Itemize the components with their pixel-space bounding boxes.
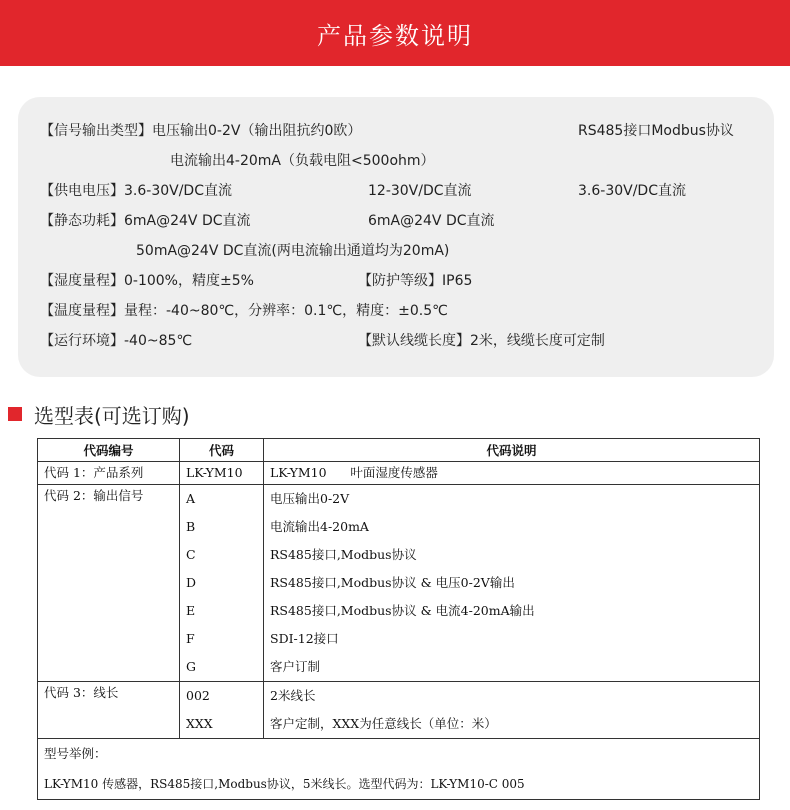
param-static-power: 【静态功耗】6mA@24V DC直流 bbox=[40, 213, 251, 229]
param-supply-voltage-2: 12-30V/DC直流 bbox=[368, 183, 472, 199]
param-supply-voltage: 【供电电压】3.6-30V/DC直流 bbox=[40, 183, 232, 199]
list-item: B bbox=[186, 519, 196, 534]
table-row bbox=[38, 682, 760, 739]
list-item: 电压输出0-2V bbox=[270, 491, 350, 506]
row2-descs bbox=[264, 485, 760, 682]
param-protection-level: 【防护等级】IP65 bbox=[358, 273, 473, 289]
table-row bbox=[38, 485, 760, 682]
row2-codes bbox=[180, 485, 264, 682]
row1-desc-text: 叶面湿度传感器 bbox=[350, 465, 438, 480]
list-item: A bbox=[186, 491, 196, 506]
param-humidity-range: 【湿度量程】0-100%，精度±5% bbox=[40, 273, 254, 289]
list-item: E bbox=[186, 603, 196, 618]
list-item: RS485接口,Modbus协议 bbox=[270, 547, 417, 562]
list-item: G bbox=[186, 659, 196, 674]
list-item: 电流输出4-20mA bbox=[270, 519, 369, 534]
header-code: 代码 bbox=[180, 439, 264, 462]
row2-name bbox=[38, 485, 180, 682]
header-banner bbox=[0, 0, 790, 66]
param-signal-rs485: RS485接口Modbus协议 bbox=[578, 123, 734, 139]
header-code-desc: 代码说明 bbox=[264, 439, 760, 462]
table-row bbox=[38, 462, 760, 485]
list-item: XXX bbox=[186, 716, 213, 731]
table-header-row bbox=[38, 439, 760, 462]
parameter-panel bbox=[18, 97, 774, 377]
example-title: 型号举例： bbox=[44, 746, 107, 761]
param-signal-current: 电流输出4-20mA（负载电阻<500ohm） bbox=[170, 153, 435, 169]
example-text: LK-YM10 传感器，RS485接口,Modbus协议，5米线长。选型代码为：LK-YM10-C 005 bbox=[44, 777, 525, 791]
row1-desc bbox=[264, 462, 760, 485]
row3-codes bbox=[180, 682, 264, 739]
list-item: SDI-12接口 bbox=[270, 631, 339, 646]
selection-table bbox=[37, 438, 760, 800]
row1-name: 代码 1：产品系列 bbox=[38, 462, 180, 485]
param-operating-env: 【运行环境】-40~85℃ bbox=[40, 333, 193, 349]
param-temperature-range: 【温度量程】量程：-40~80℃，分辨率：0.1℃，精度：±0.5℃ bbox=[40, 303, 448, 319]
param-static-power-3: 50mA@24V DC直流(两电流输出通道均为20mA) bbox=[136, 243, 450, 259]
row3-name-text: 代码 3：线长 bbox=[44, 685, 119, 700]
example-cell bbox=[38, 739, 760, 800]
list-item: RS485接口,Modbus协议 & 电压0-2V输出 bbox=[270, 575, 515, 590]
list-item: 客户订制 bbox=[270, 659, 321, 674]
row1-code: LK-YM10 bbox=[180, 462, 264, 485]
header-code-number: 代码编号 bbox=[38, 439, 180, 462]
param-cable-length: 【默认线缆长度】2米，线缆长度可定制 bbox=[358, 333, 605, 349]
list-item: F bbox=[186, 631, 195, 646]
list-item: RS485接口,Modbus协议 & 电流4-20mA输出 bbox=[270, 603, 535, 618]
row1-desc-code: LK-YM10 bbox=[270, 465, 327, 480]
selection-heading bbox=[8, 400, 190, 428]
selection-heading-text: 选型表(可选订购) bbox=[34, 403, 190, 428]
red-square-icon bbox=[8, 407, 22, 421]
list-item: D bbox=[186, 575, 197, 590]
row2-name-text: 代码 2：输出信号 bbox=[44, 488, 144, 503]
list-item: 2米线长 bbox=[270, 688, 316, 703]
param-static-power-2: 6mA@24V DC直流 bbox=[368, 213, 495, 229]
row3-descs bbox=[264, 682, 760, 739]
param-supply-voltage-3: 3.6-30V/DC直流 bbox=[578, 183, 686, 199]
table-row bbox=[38, 739, 760, 800]
list-item: 002 bbox=[186, 688, 210, 703]
row3-name bbox=[38, 682, 180, 739]
param-signal-output: 【信号输出类型】电压输出0-2V（输出阻抗约0欧） bbox=[40, 123, 362, 139]
list-item: 客户定制，XXX为任意线长（单位：米） bbox=[270, 716, 497, 731]
list-item: C bbox=[186, 547, 196, 562]
banner-title: 产品参数说明 bbox=[317, 21, 473, 50]
